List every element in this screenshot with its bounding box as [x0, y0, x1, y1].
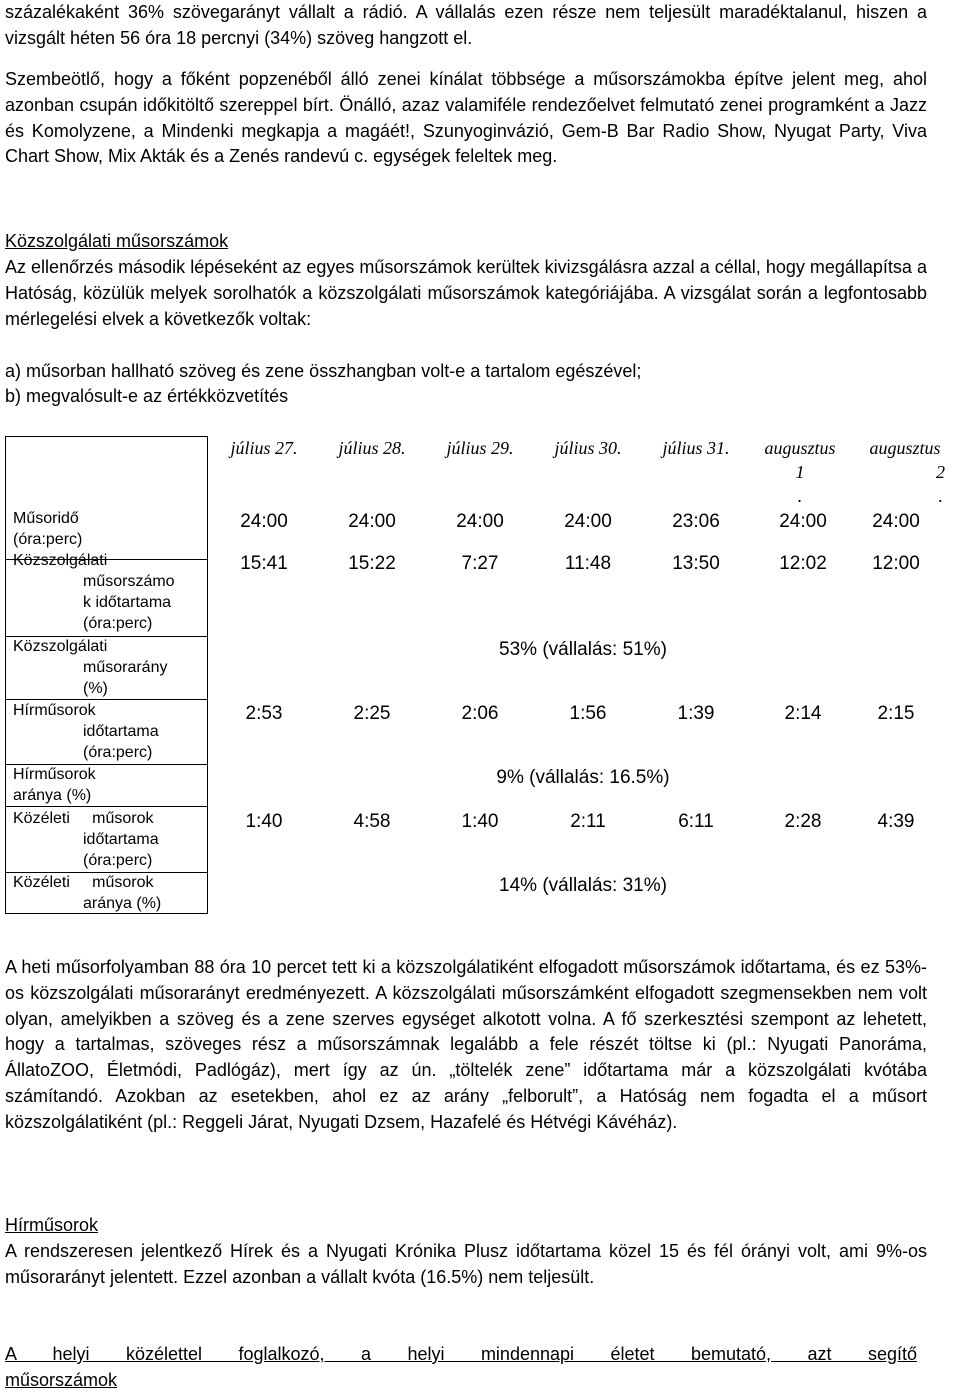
- column-header-jul30: július 30.: [554, 438, 622, 458]
- row-label-news-share: Hírműsorok aránya (%): [13, 766, 96, 804]
- row-label-news-duration: Hírműsorok időtartama (óra:perc): [13, 702, 159, 761]
- criterion-b: b) megvalósult-e az értékközvetítés: [5, 386, 289, 406]
- column-header-aug1: augusztus 1 .: [764, 438, 836, 506]
- cell-airtime: 24:00: [348, 511, 396, 532]
- cell-public-service-duration: 11:48: [564, 553, 612, 574]
- row-label-public-service-duration: Közszolgálati műsorszámo k időtartama (óra:perc): [13, 552, 175, 632]
- cell-news-duration: 2:53: [245, 703, 283, 724]
- row-label-public-affairs-share: Közéleti műsorok aránya (%): [13, 874, 162, 912]
- criterion-a: a) műsorban hallható szöveg és zene összhangban volt-e a tartalom egészével;: [5, 361, 642, 381]
- column-header-aug2: augusztus 2 .: [869, 438, 945, 506]
- cell-public-service-duration: 7:27: [461, 553, 499, 574]
- heading-local-programs-cont: műsorszámok: [5, 1370, 118, 1390]
- heading-news-programs: Hírműsorok: [5, 1215, 99, 1235]
- cell-airtime: 24:00: [240, 511, 288, 532]
- cell-news-duration: 2:06: [461, 703, 499, 724]
- column-header-jul31: július 31.: [662, 438, 730, 458]
- cell-news-duration: 1:39: [677, 703, 715, 724]
- cell-public-affairs-duration: 4:58: [353, 811, 391, 832]
- paragraph-weekly-summary: A heti műsorfolyamban 88 óra 10 percet tett ki a közszolgálatiként elfogadott műsorszámok időtartama, és ez 53%-os közszolgálati műsorarányt eredményezett. A közszolgálati műsorszámként elfogadott szegmensekben nem volt olyan, amelyikben a szöveg és a zene szerves egységet alkotott volna. A fő szerkesztési szempont az lehetett, hogy a tartalmas, szöveges rész a műsorszámnak legalább a fele részét töltse ki (pl.: Nyugati Panoráma, ÁllatoZOO, Életmódi, Padlógáz), mert így az ún. „töltelék zene” időtartama már a közszolgálati kvótába számítandó. Azokban az esetekben, ahol ez az arány „felborult”, a Hatóság nem fogadta el a műsort közszolgálatiként (pl.: Reggeli Járat, Nyugati Dzsem, Hazafelé és Hétvégi Kávéház).: [5, 957, 927, 1132]
- cell-news-duration: 2:14: [784, 703, 822, 724]
- cell-public-affairs-duration: 2:28: [784, 811, 822, 832]
- cell-news-duration: 2:25: [353, 703, 391, 724]
- cell-airtime: 24:00: [872, 511, 920, 532]
- cell-public-service-share: 53% (vállalás: 51%): [499, 639, 667, 660]
- column-header-jul29: július 29.: [446, 438, 514, 458]
- cell-airtime: 23:06: [672, 511, 720, 532]
- cell-airtime: 24:00: [456, 511, 504, 532]
- cell-public-affairs-duration: 6:11: [678, 811, 714, 832]
- cell-public-affairs-duration: 2:11: [570, 811, 606, 832]
- paragraph-news: A rendszeresen jelentkező Hírek és a Nyugati Krónika Plusz időtartama közel 15 és fél órányi volt, ami 9%-os műsorarányt jelentett. Ezzel azonban a vállalt kvóta (16.5%) nem teljesült.: [5, 1241, 927, 1287]
- paragraph-radio-text-share: százalékaként 36% szövegarányt vállalt a rádió. A vállalás ezen része nem teljesült maradéktalanul, hiszen a vizsgált héten 56 óra 18 percnyi (34%) szöveg hangzott el.: [5, 2, 927, 48]
- row-label-airtime: Műsoridő (óra:perc): [13, 510, 83, 548]
- heading-public-service-programs: Közszolgálati műsorszámok: [5, 231, 229, 251]
- paragraph-review-method: Az ellenőrzés második lépéseként az egyes műsorszámok kerültek kivizsgálásra azzal a céllal, hogy megállapítsa a Hatóság, közülük melyek sorolhatók a közszolgálati műsorszámok kategóriájába. A vizsgálat során a legfontosabb mérlegelési elvek a következők voltak:: [5, 257, 927, 329]
- cell-public-affairs-duration: 1:40: [461, 811, 499, 832]
- paragraph-music-offer: Szembeötlő, hogy a főként popzenéből álló zenei kínálat többsége a műsorszámokba építve jelent meg, ahol azonban csupán időkitöltő szereppel bírt. Önálló, azaz valamiféle rendezőelvet felmutató zenei programként a Jazz és Komolyzene, a Mindenki megkapja a magáét!, Szunyoginvázió, Gem-B Bar Radio Show, Nyugat Party, Viva Chart Show, Mix Akták és a Zenés randevú c. egységek feleltek meg.: [5, 69, 927, 167]
- cell-airtime: 24:00: [564, 511, 612, 532]
- cell-news-share: 9% (vállalás: 16.5%): [496, 767, 670, 788]
- cell-public-service-duration: 15:41: [240, 553, 288, 574]
- column-header-jul28: július 28.: [338, 438, 406, 458]
- cell-news-duration: 2:15: [877, 703, 915, 724]
- program-share-table: [5, 436, 951, 914]
- cell-public-service-duration: 12:00: [872, 553, 920, 574]
- cell-public-service-duration: 15:22: [348, 553, 396, 574]
- row-label-public-service-share: Közszolgálati műsorarány (%): [13, 638, 168, 697]
- column-header-jul27: július 27.: [230, 438, 298, 458]
- cell-public-affairs-duration: 1:40: [245, 811, 283, 832]
- cell-public-service-duration: 13:50: [672, 553, 720, 574]
- row-label-public-affairs-duration: Közéleti műsorok időtartama (óra:perc): [13, 810, 159, 869]
- heading-local-programs: A helyi közélettel foglalkozó, a helyi mindennapi életet bemutató, azt segítő: [5, 1344, 917, 1364]
- cell-public-service-duration: 12:02: [779, 553, 827, 574]
- divider: [5, 806, 208, 807]
- cell-public-affairs-share: 14% (vállalás: 31%): [499, 875, 667, 896]
- cell-airtime: 24:00: [779, 511, 827, 532]
- cell-public-affairs-duration: 4:39: [877, 811, 915, 832]
- cell-news-duration: 1:56: [569, 703, 607, 724]
